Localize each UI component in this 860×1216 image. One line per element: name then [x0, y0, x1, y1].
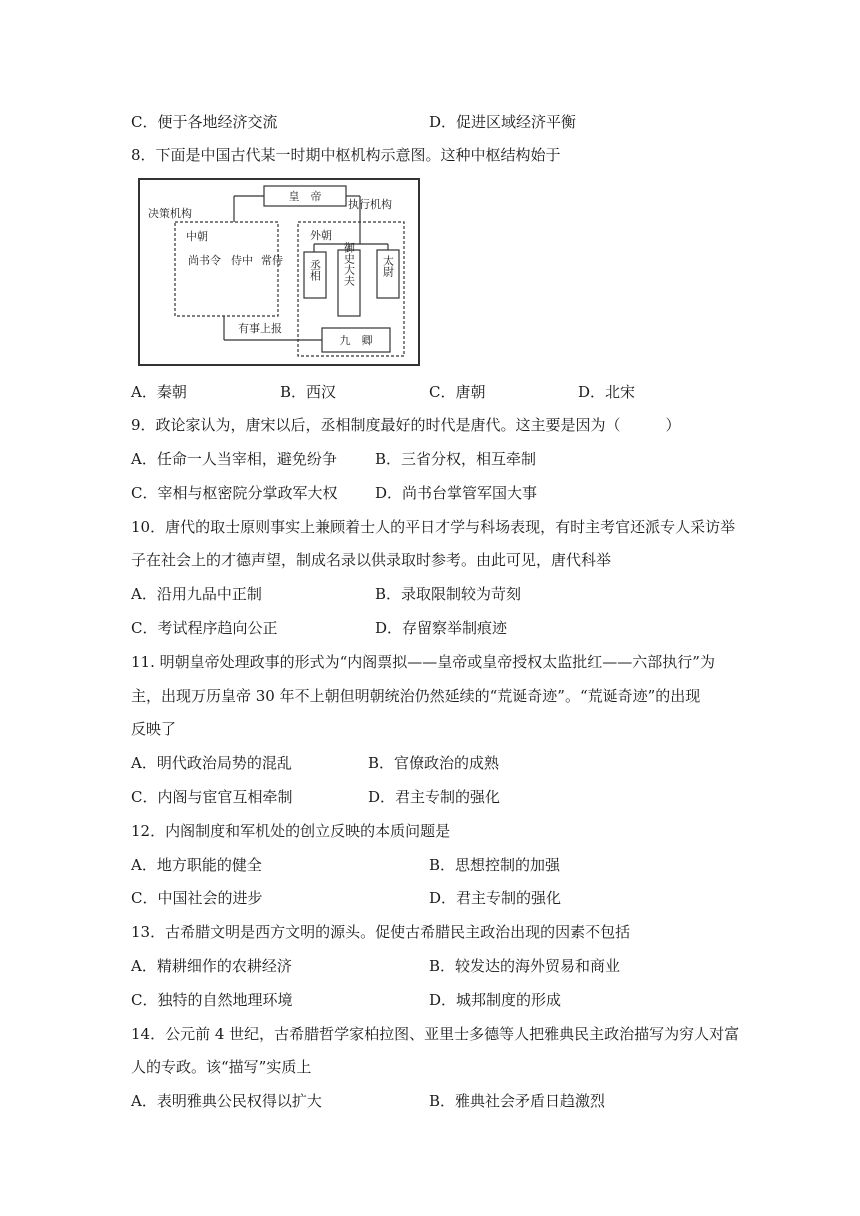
q8-option-c: C．唐朝 — [429, 383, 486, 401]
q13-option-b: B．较发达的海外贸易和商业 — [429, 957, 621, 975]
inner-item-1: 尚书令 — [188, 254, 221, 267]
q13-option-c: C．独特的自然地理环境 — [131, 991, 293, 1009]
q12-option-b: B．思想控制的加强 — [429, 856, 561, 874]
q14-option-b: B．雅典社会矛盾日趋激烈 — [429, 1092, 606, 1110]
inner-item-3: 常侍 — [261, 254, 283, 267]
ministers-label: 九 卿 — [339, 334, 373, 347]
q9-option-a: A．任命一人当宰相，避免纷争 — [131, 450, 337, 468]
q14-option-a: A．表明雅典公民权得以扩大 — [131, 1092, 322, 1110]
q12-option-d: D．君主专制的强化 — [429, 889, 562, 907]
q9-option-d: D．尚书台掌管军国大事 — [375, 484, 538, 502]
q9-option-b: B．三省分权，相互牵制 — [375, 450, 537, 468]
q9-stem: 9．政论家认为，唐宋以后，丞相制度最好的时代是唐代。这主要是因为（ ） — [131, 416, 681, 434]
q11-stem-line-3: 反映了 — [131, 720, 177, 738]
q10-stem-line-2: 子在社会上的才德声望，制成名录以供录取时参考。由此可见，唐代科举 — [131, 551, 612, 569]
exec-label: 执行机构 — [348, 198, 392, 211]
q11-option-a: A．明代政治局势的混乱 — [131, 754, 292, 772]
q11-stem-line-2: 主，出现万历皇帝 30 年不上朝但明朝统治仍然延续的“荒诞奇迹”。“荒诞奇迹”的出现 — [131, 687, 701, 705]
censor-label: 御史大夫 — [342, 242, 356, 286]
q14-stem-line-2: 人的专政。该“描写”实质上 — [131, 1058, 312, 1076]
q10-option-b: B．录取限制较为苛刻 — [375, 585, 522, 603]
decision-label: 决策机构 — [148, 207, 192, 220]
q10-stem-line-1: 10．唐代的取士原则事实上兼顾着士人的平日才学与科场表现，有时主考官还派专人采访举 — [131, 518, 736, 536]
q11-option-b: B．官僚政治的成熟 — [368, 754, 500, 772]
q8-stem: 8．下面是中国古代某一时期中枢机构示意图。这种中枢结构始于 — [131, 146, 561, 164]
emperor-label: 皇 帝 — [288, 190, 322, 203]
inner-court-label: 中朝 — [186, 230, 208, 243]
q14-stem-line-1: 14．公元前 4 世纪，古希腊哲学家柏拉图、亚里士多德等人把雅典民主政治描写为穷人对富 — [131, 1025, 740, 1043]
q10-option-d: D．存留察举制痕迹 — [375, 619, 508, 637]
q8-option-d: D．北宋 — [578, 383, 636, 401]
q12-stem: 12．内阁制度和军机处的创立反映的本质问题是 — [131, 822, 451, 840]
inner-item-2: 侍中 — [231, 254, 253, 267]
taiwei-label: 太尉 — [381, 255, 395, 277]
q8-option-a: A．秦朝 — [131, 383, 187, 401]
q13-option-d: D．城邦制度的形成 — [429, 991, 562, 1009]
outer-court-label: 外朝 — [310, 229, 332, 242]
q8-option-b: B．西汉 — [280, 383, 337, 401]
q9-option-c: C．宰相与枢密院分掌政军大权 — [131, 484, 338, 502]
q13-stem: 13．古希腊文明是西方文明的源头。促使古希腊民主政治出现的因素不包括 — [131, 923, 631, 941]
q10-option-c: C．考试程序趋向公正 — [131, 619, 278, 637]
chancellor-label: 丞相 — [308, 259, 322, 281]
q11-option-c: C．内阁与宦官互相牵制 — [131, 788, 293, 806]
central-institution-diagram — [138, 178, 420, 366]
q11-option-d: D．君主专制的强化 — [368, 788, 501, 806]
q12-option-c: C．中国社会的进步 — [131, 889, 263, 907]
q11-stem-line-1: 11. 明朝皇帝处理政事的形式为“内阁票拟——皇帝或皇帝授权太监批红——六部执行”为 — [131, 653, 715, 671]
q13-option-a: A．精耕细作的农耕经济 — [131, 957, 292, 975]
q7-option-c: C．便于各地经济交流 — [131, 113, 278, 131]
q7-option-d: D．促进区域经济平衡 — [429, 113, 577, 131]
report-label: 有事上报 — [238, 322, 282, 335]
q12-option-a: A．地方职能的健全 — [131, 856, 262, 874]
q10-option-a: A．沿用九品中正制 — [131, 585, 262, 603]
